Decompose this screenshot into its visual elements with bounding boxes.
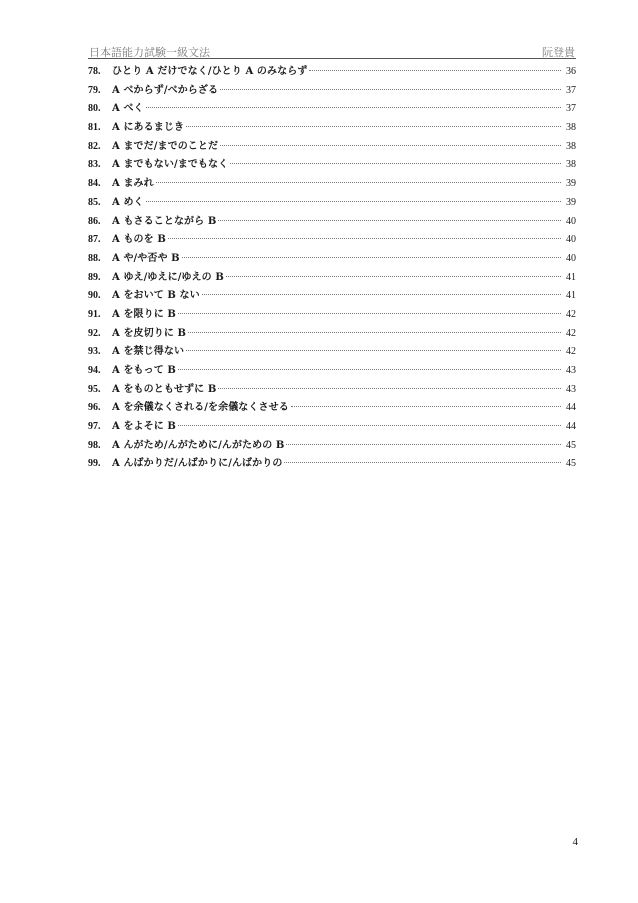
toc-entry-number: 99.	[88, 458, 101, 470]
toc-entry-page: 42	[566, 346, 576, 358]
toc-entry-number: 90.	[88, 290, 101, 302]
toc-dot-leader	[220, 89, 561, 90]
toc-entry-page: 45	[566, 458, 576, 470]
toc-entry-title: ひとり A だけでなく/ひとり A のみならず	[112, 66, 308, 77]
toc-entry-number: 80.	[88, 103, 101, 115]
toc-dot-leader	[226, 276, 561, 277]
toc-entry-title: A べからず/べからざる	[112, 84, 219, 96]
toc-dot-leader	[156, 182, 561, 183]
toc-entry-number: 89.	[88, 271, 101, 283]
toc-entry-page: 44	[566, 402, 576, 414]
toc-entry[interactable]	[88, 343, 576, 362]
toc-entry-number: 84.	[88, 178, 101, 190]
toc-entry-number: 82.	[88, 140, 101, 152]
toc-entry-number: 86.	[88, 215, 101, 227]
toc-entry-title: A ものを B	[112, 234, 166, 246]
toc-entry-number: 98.	[88, 439, 101, 451]
toc-dot-leader	[186, 350, 561, 351]
toc-dot-leader	[218, 388, 561, 389]
toc-dot-leader	[220, 145, 561, 146]
toc-entry-title: A や/や否や B	[112, 252, 180, 264]
toc-dot-leader	[202, 294, 561, 295]
toc-dot-leader	[309, 70, 561, 71]
toc-dot-leader	[178, 425, 561, 426]
toc-dot-leader	[230, 163, 561, 164]
toc-entry-page: 40	[566, 215, 576, 227]
toc-entry[interactable]	[88, 194, 576, 213]
toc-entry[interactable]	[88, 287, 576, 306]
toc-entry-number: 78.	[88, 66, 101, 77]
toc-entry-title: A を皮切りに B	[112, 327, 187, 339]
toc-entry[interactable]	[88, 138, 576, 157]
table-of-contents	[88, 63, 576, 474]
toc-entry-page: 42	[566, 308, 576, 320]
toc-dot-leader	[291, 406, 561, 407]
toc-entry-number: 85.	[88, 196, 101, 208]
toc-entry-number: 83.	[88, 159, 101, 171]
toc-entry[interactable]	[88, 399, 576, 418]
toc-entry-title: A にあるまじき	[112, 122, 185, 134]
toc-entry-title: A をもって B	[112, 365, 176, 376]
toc-entry-title: A をおいて B ない	[112, 290, 200, 302]
toc-entry[interactable]	[88, 381, 576, 400]
toc-entry-number: 79.	[88, 84, 101, 96]
toc-entry-page: 37	[566, 103, 576, 115]
toc-entry-page: 44	[566, 421, 576, 433]
toc-entry-title: A を限りに B	[112, 308, 176, 320]
header-author: 阮登貴	[542, 46, 575, 59]
toc-dot-leader	[284, 462, 561, 463]
toc-entry-number: 94.	[88, 365, 101, 376]
toc-dot-leader	[178, 369, 561, 370]
toc-dot-leader	[178, 313, 561, 314]
toc-dot-leader	[168, 238, 561, 239]
toc-entry[interactable]	[88, 325, 576, 344]
header-title: 日本語能力試験一級文法	[89, 46, 210, 59]
toc-entry[interactable]	[88, 213, 576, 232]
toc-entry-number: 95.	[88, 383, 101, 395]
toc-entry-title: A までもない/までもなく	[112, 159, 229, 171]
toc-entry-number: 81.	[88, 122, 101, 134]
toc-entry-title: A を禁じ得ない	[112, 346, 185, 358]
toc-dot-leader	[286, 444, 561, 445]
toc-entry-page: 42	[566, 327, 576, 339]
toc-entry[interactable]	[88, 156, 576, 175]
toc-entry-page: 43	[566, 365, 576, 376]
toc-entry[interactable]	[88, 250, 576, 269]
toc-entry-title: A べく	[112, 103, 144, 115]
toc-entry-page: 38	[566, 122, 576, 134]
toc-entry-title: A をものともせずに B	[112, 383, 217, 395]
toc-entry-number: 97.	[88, 421, 101, 433]
toc-entry[interactable]	[88, 437, 576, 456]
toc-entry-title: A めく	[112, 196, 144, 208]
toc-entry-page: 43	[566, 383, 576, 395]
page-header	[88, 44, 576, 59]
toc-entry[interactable]	[88, 306, 576, 325]
toc-entry-number: 91.	[88, 308, 101, 320]
toc-entry-page: 37	[566, 84, 576, 96]
toc-entry-number: 87.	[88, 234, 101, 246]
toc-entry[interactable]	[88, 269, 576, 288]
toc-entry-page: 40	[566, 234, 576, 246]
toc-entry-title: A までだ/までのことだ	[112, 140, 219, 152]
toc-entry[interactable]	[88, 175, 576, 194]
toc-entry[interactable]	[88, 418, 576, 437]
toc-dot-leader	[146, 201, 561, 202]
toc-entry-title: A を余儀なくされる/を余儀なくさせる	[112, 402, 289, 414]
toc-entry-page: 45	[566, 439, 576, 451]
toc-entry[interactable]	[88, 231, 576, 250]
toc-entry-title: A ゆえ/ゆえに/ゆえの B	[112, 271, 224, 283]
toc-dot-leader	[188, 332, 561, 333]
toc-entry-title: A もさることながら B	[112, 215, 217, 227]
toc-entry-page: 40	[566, 252, 576, 264]
toc-entry-number: 93.	[88, 346, 101, 358]
toc-entry-page: 38	[566, 140, 576, 152]
toc-dot-leader	[146, 107, 561, 108]
toc-entry-page: 39	[566, 196, 576, 208]
toc-dot-leader	[218, 220, 561, 221]
toc-entry-title: A まみれ	[112, 178, 154, 190]
toc-entry-page: 41	[566, 290, 576, 302]
toc-entry[interactable]	[88, 455, 576, 474]
toc-entry[interactable]	[88, 362, 576, 381]
toc-dot-leader	[186, 126, 561, 127]
toc-entry-title: A んばかりだ/んばかりに/んばかりの	[112, 458, 283, 470]
toc-entry[interactable]	[88, 82, 576, 101]
toc-entry[interactable]	[88, 63, 576, 82]
toc-entry-number: 88.	[88, 252, 101, 264]
toc-entry-page: 41	[566, 271, 576, 283]
toc-entry[interactable]	[88, 100, 576, 119]
toc-entry[interactable]	[88, 119, 576, 138]
toc-entry-page: 38	[566, 159, 576, 171]
toc-entry-title: A んがため/んがために/んがための B	[112, 439, 285, 451]
toc-entry-number: 96.	[88, 402, 101, 414]
toc-dot-leader	[182, 257, 561, 258]
toc-entry-page: 36	[566, 66, 576, 77]
toc-entry-title: A をよそに B	[112, 421, 176, 433]
toc-entry-number: 92.	[88, 327, 101, 339]
page-number: 4	[572, 836, 578, 848]
toc-entry-page: 39	[566, 178, 576, 190]
